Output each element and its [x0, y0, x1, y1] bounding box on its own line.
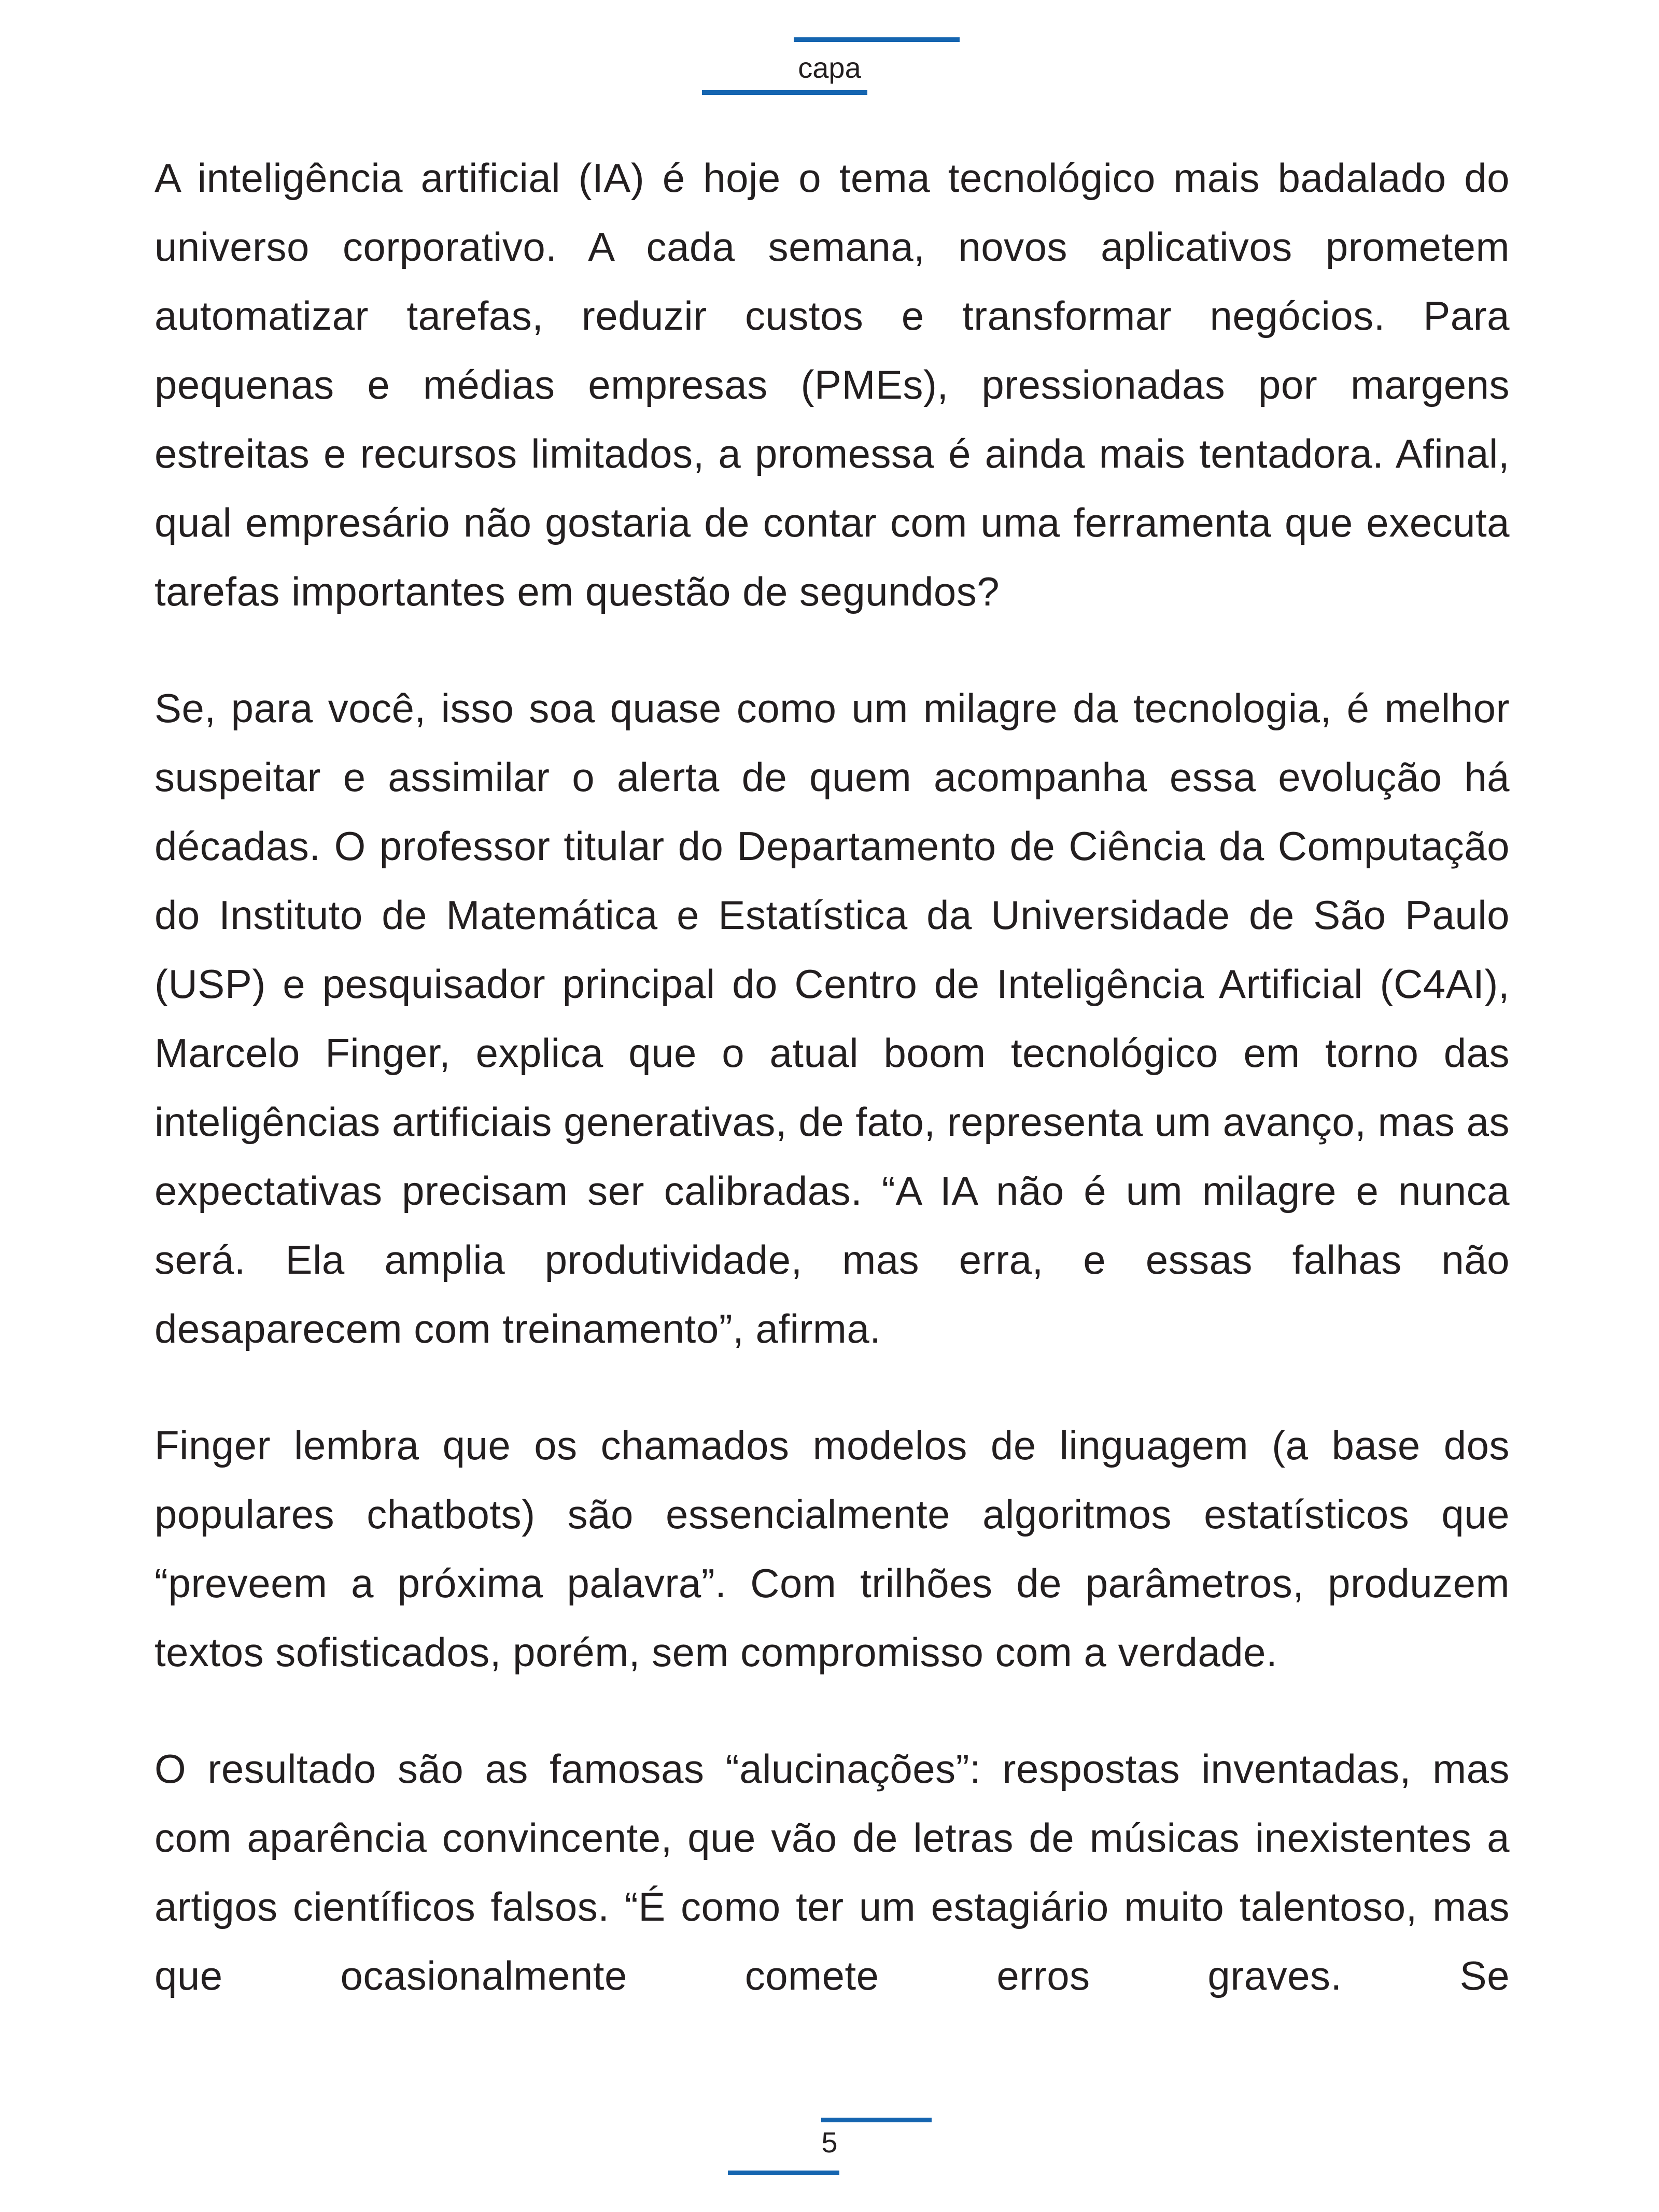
header-rule-bottom	[702, 90, 867, 95]
paragraph-2: Se, para você, isso soa quase como um milagre da tecnologia, é melhor suspeitar e assimilar o alerta de quem acompanha essa evolução há décadas. O professor titular do Departamento de Ciência da Computação do Instituto de Matemática e Estatística da Universidade de São Paulo (USP) e pesquisador principal do Centro de Inteligência Artificial (C4AI), Marcelo Finger, explica que o atual boom tecnológico em torno das inteligências artificiais generativas, de fato, representa um avanço, mas as expectativas precisam ser calibradas. “A IA não é um milagre e nunca será. Ela amplia produtividade, mas erra, e essas falhas não desaparecem com treinamento”, afirma.	[154, 685, 1510, 1351]
header-rule-top	[794, 37, 960, 42]
footer-rule-top	[821, 2118, 932, 2122]
page-number: 5	[821, 2126, 838, 2159]
paragraph-3: Finger lembra que os chamados modelos de linguagem (a base dos populares chatbots) são essencialmente algoritmos estatísticos que “preveem a próxima palavra”. Com trilhões de parâmetros, produzem textos sofisticados, porém, sem compromisso com a verdade.	[154, 1422, 1510, 1675]
footer-rule-bottom	[728, 2171, 839, 2175]
paragraph-1: A inteligência artificial (IA) é hoje o tema tecnológico mais badalado do universo corporativo. A cada semana, novos aplicativos prometem automatizar tarefas, reduzir custos e transformar negócios. Para pequenas e médias empresas (PMEs), pressionadas por margens estreitas e recursos limitados, a promessa é ainda mais tentadora. Afinal, qual empresário não gostaria de contar com uma ferramenta que executa tarefas importantes em questão de segundos?	[154, 155, 1510, 614]
paragraph-4: O resultado são as famosas “alucinações”: respostas inventadas, mas com aparência convincente, que vão de letras de músicas inexistentes a artigos científicos falsos. “É como ter um estagiário muito talentoso, mas que ocasionalmente comete erros graves. Se	[154, 1746, 1510, 1998]
article-body	[154, 144, 1510, 2058]
section-label: capa	[798, 51, 861, 84]
